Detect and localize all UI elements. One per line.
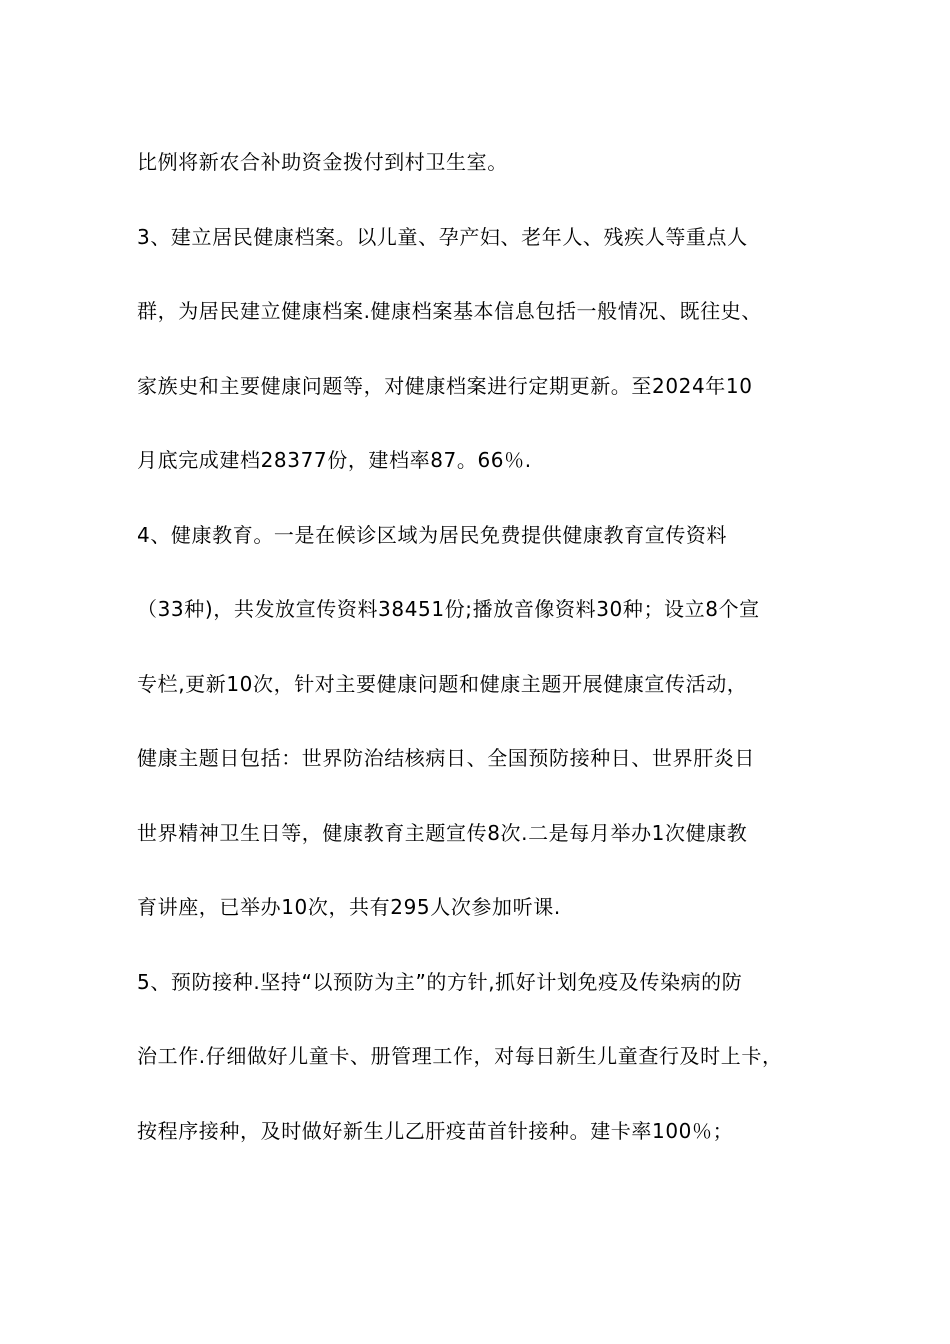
document-body [137, 140, 837, 1183]
text-line: 世界精神卫生日等，健康教育主题宣传8次.二是每月举办1次健康教 [137, 820, 748, 845]
text-line: 4、健康教育。一是在候诊区域为居民免费提供健康教育宣传资料 [137, 522, 728, 547]
text-line: 育讲座，已举办10次，共有295人次参加听课. [137, 895, 561, 919]
text-line: 按程序接种，及时做好新生儿乙肝疫苗首针接种。建卡率100％； [137, 1118, 734, 1143]
text-line: 比例将新农合补助资金拨付到村卫生室。 [137, 150, 508, 174]
text-line: 健康主题日包括：世界防治结核病日、全国预防接种日、世界肝炎日 [137, 746, 755, 770]
text-line: 专栏,更新10次，针对主要健康问题和健康主题开展健康宣传活动， [137, 671, 748, 696]
text-line: 3、建立居民健康档案。以儿童、孕产妇、老年人、残疾人等重点人 [137, 224, 748, 249]
text-line: （33种)，共发放宣传资料38451份;播放音像资料30种；设立8个宣 [137, 597, 760, 621]
text-line: 治工作.仔细做好儿童卡、册管理工作，对每日新生儿童查行及时上卡， [137, 1044, 783, 1068]
text-line: 群，为居民建立健康档案.健康档案基本信息包括一般情况、既往史、 [137, 299, 762, 323]
text-line: 家族史和主要健康问题等，对健康档案进行定期更新。至2024年10 [137, 373, 753, 398]
text-line: 5、预防接种.坚持“以预防为主”的方针,抓好计划免疫及传染病的防 [137, 969, 743, 994]
text-line: 月底完成建档28377份，建档率87。66％. [137, 448, 532, 472]
